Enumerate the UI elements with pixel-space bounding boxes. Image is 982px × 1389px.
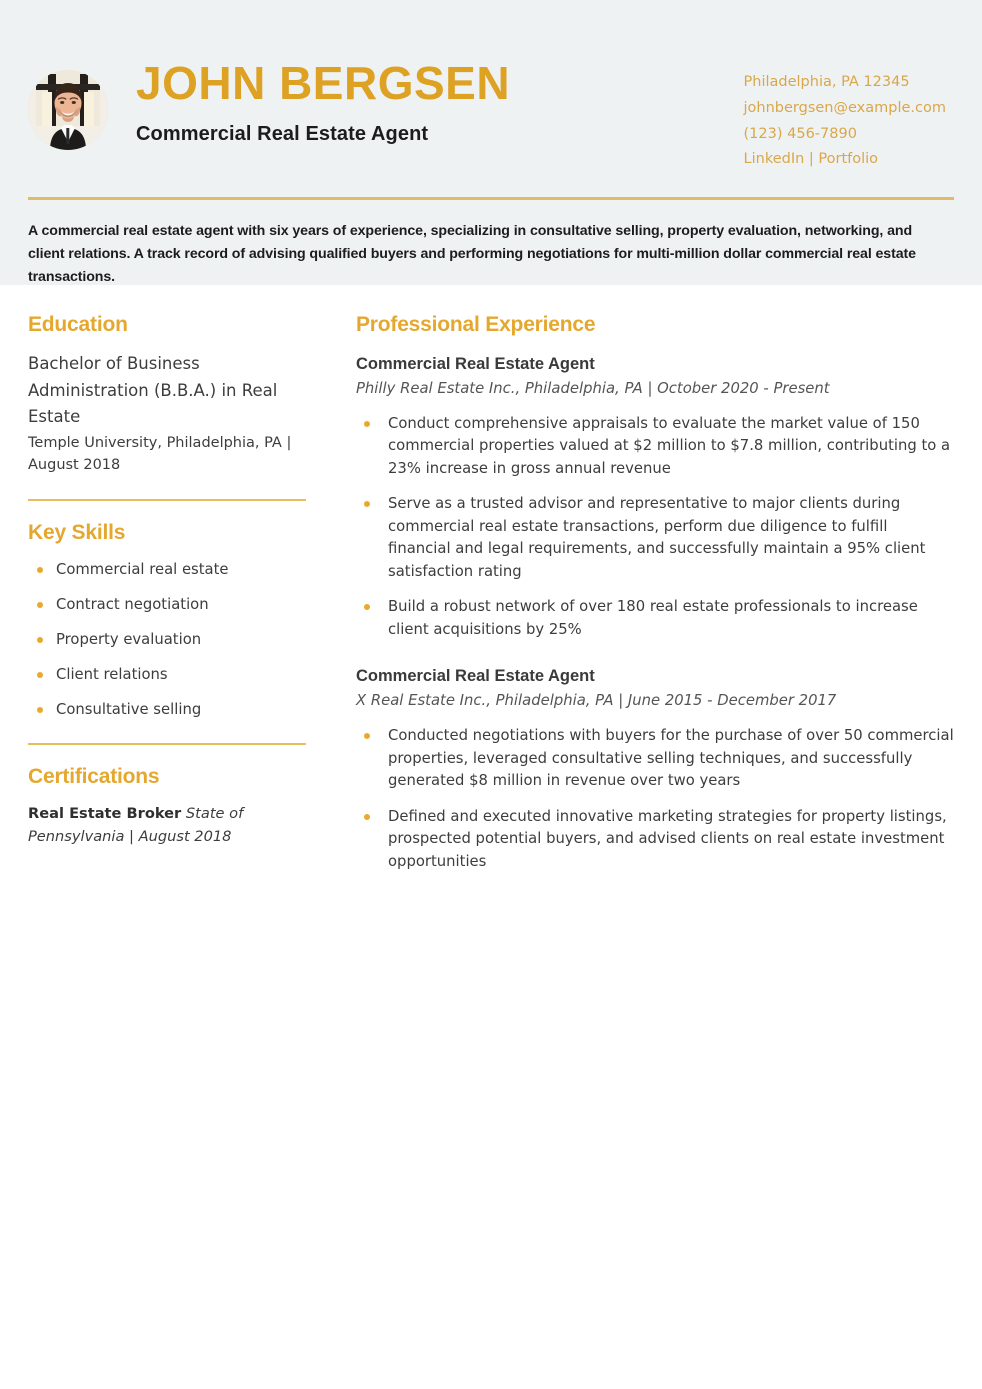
page-title: JOHN BERGSEN — [136, 57, 511, 109]
contact-location: Philadelphia, PA 12345 — [743, 74, 910, 90]
certification-entry — [28, 803, 306, 848]
name-block — [136, 58, 744, 146]
sidebar-divider-1 — [28, 499, 306, 501]
list-item: Client relations — [28, 664, 306, 686]
list-item: Contract negotiation — [28, 594, 306, 616]
experience-company-meta: Philly Real Estate Inc., Philadelphia, PA | October 2020 - Present — [356, 380, 830, 397]
key-skills-list — [28, 559, 306, 721]
contact-links[interactable]: LinkedIn | Portfolio — [743, 151, 879, 168]
experience-heading: Professional Experience — [356, 313, 596, 336]
certification-issuer: State of Pennsylvania | August 2018 — [28, 805, 244, 845]
resume-header — [0, 0, 982, 285]
experience-job-title: Commercial Real Estate Agent — [356, 355, 595, 373]
section-certifications — [28, 765, 306, 848]
experience-entry — [356, 667, 954, 873]
section-education — [28, 313, 306, 477]
list-item: Consultative selling — [28, 699, 306, 721]
list-item: Conduct comprehensive appraisals to evaluate the market value of 150 commercial properties valued at $2 million to $7.8 million, contributing to a 23% increase in gross annual revenue — [356, 413, 954, 480]
header-top-row — [0, 0, 982, 173]
experience-company-meta: X Real Estate Inc., Philadelphia, PA | June 2015 - December 2017 — [356, 692, 837, 710]
list-item: Property evaluation — [28, 629, 306, 651]
list-item: Build a robust network of over 180 real estate professionals to increase client acquisitions by 25% — [356, 596, 954, 641]
experience-entry — [356, 355, 954, 641]
education-degree: Bachelor of Business Administration (B.B.A.) in Real Estate — [28, 354, 278, 427]
certification-name: Real Estate Broker — [28, 805, 182, 823]
list-item: Defined and executed innovative marketing strategies for property listings, prospected potential buyers, and advised clients on real estate investment opportunities — [356, 806, 954, 873]
list-item: Commercial real estate — [28, 559, 306, 581]
list-item: Serve as a trusted advisor and representative to major clients during commercial real estate transactions, perform due diligence to fulfill financial and legal requirements, and successfully maintain a 95% client satisfaction rating — [356, 493, 954, 583]
experience-bullet-list — [356, 725, 954, 873]
contact-block — [744, 58, 946, 173]
certifications-heading: Certifications — [28, 765, 160, 789]
header-job-title: Commercial Real Estate Agent — [136, 122, 429, 145]
list-item: Conducted negotiations with buyers for the purchase of over 50 commercial properties, leveraged consultative selling techniques, and successfully generated $8 million in revenue over two years — [356, 725, 954, 792]
contact-email[interactable]: johnbergsen@example.com — [743, 99, 946, 116]
main-column — [330, 285, 982, 873]
experience-job-title: Commercial Real Estate Agent — [356, 667, 595, 686]
avatar — [28, 70, 108, 150]
experience-bullet-list — [356, 413, 954, 641]
sidebar-column — [0, 285, 330, 848]
sidebar-divider-2 — [28, 743, 306, 745]
contact-phone[interactable]: (123) 456-7890 — [743, 125, 857, 142]
avatar-photo-icon — [28, 70, 108, 150]
resume-body — [0, 285, 982, 873]
education-heading: Education — [28, 313, 128, 336]
key-skills-heading: Key Skills — [28, 520, 126, 544]
education-meta: Temple University, Philadelphia, PA | August 2018 — [28, 435, 292, 473]
profile-summary: A commercial real estate agent with six years of experience, specializing in consultative selling, property evaluation, networking, and client relations. A track record of advising qualified buyers and performing negotiations for multi-million dollar commercial real estate transactions. — [28, 223, 916, 286]
section-key-skills — [28, 521, 306, 721]
